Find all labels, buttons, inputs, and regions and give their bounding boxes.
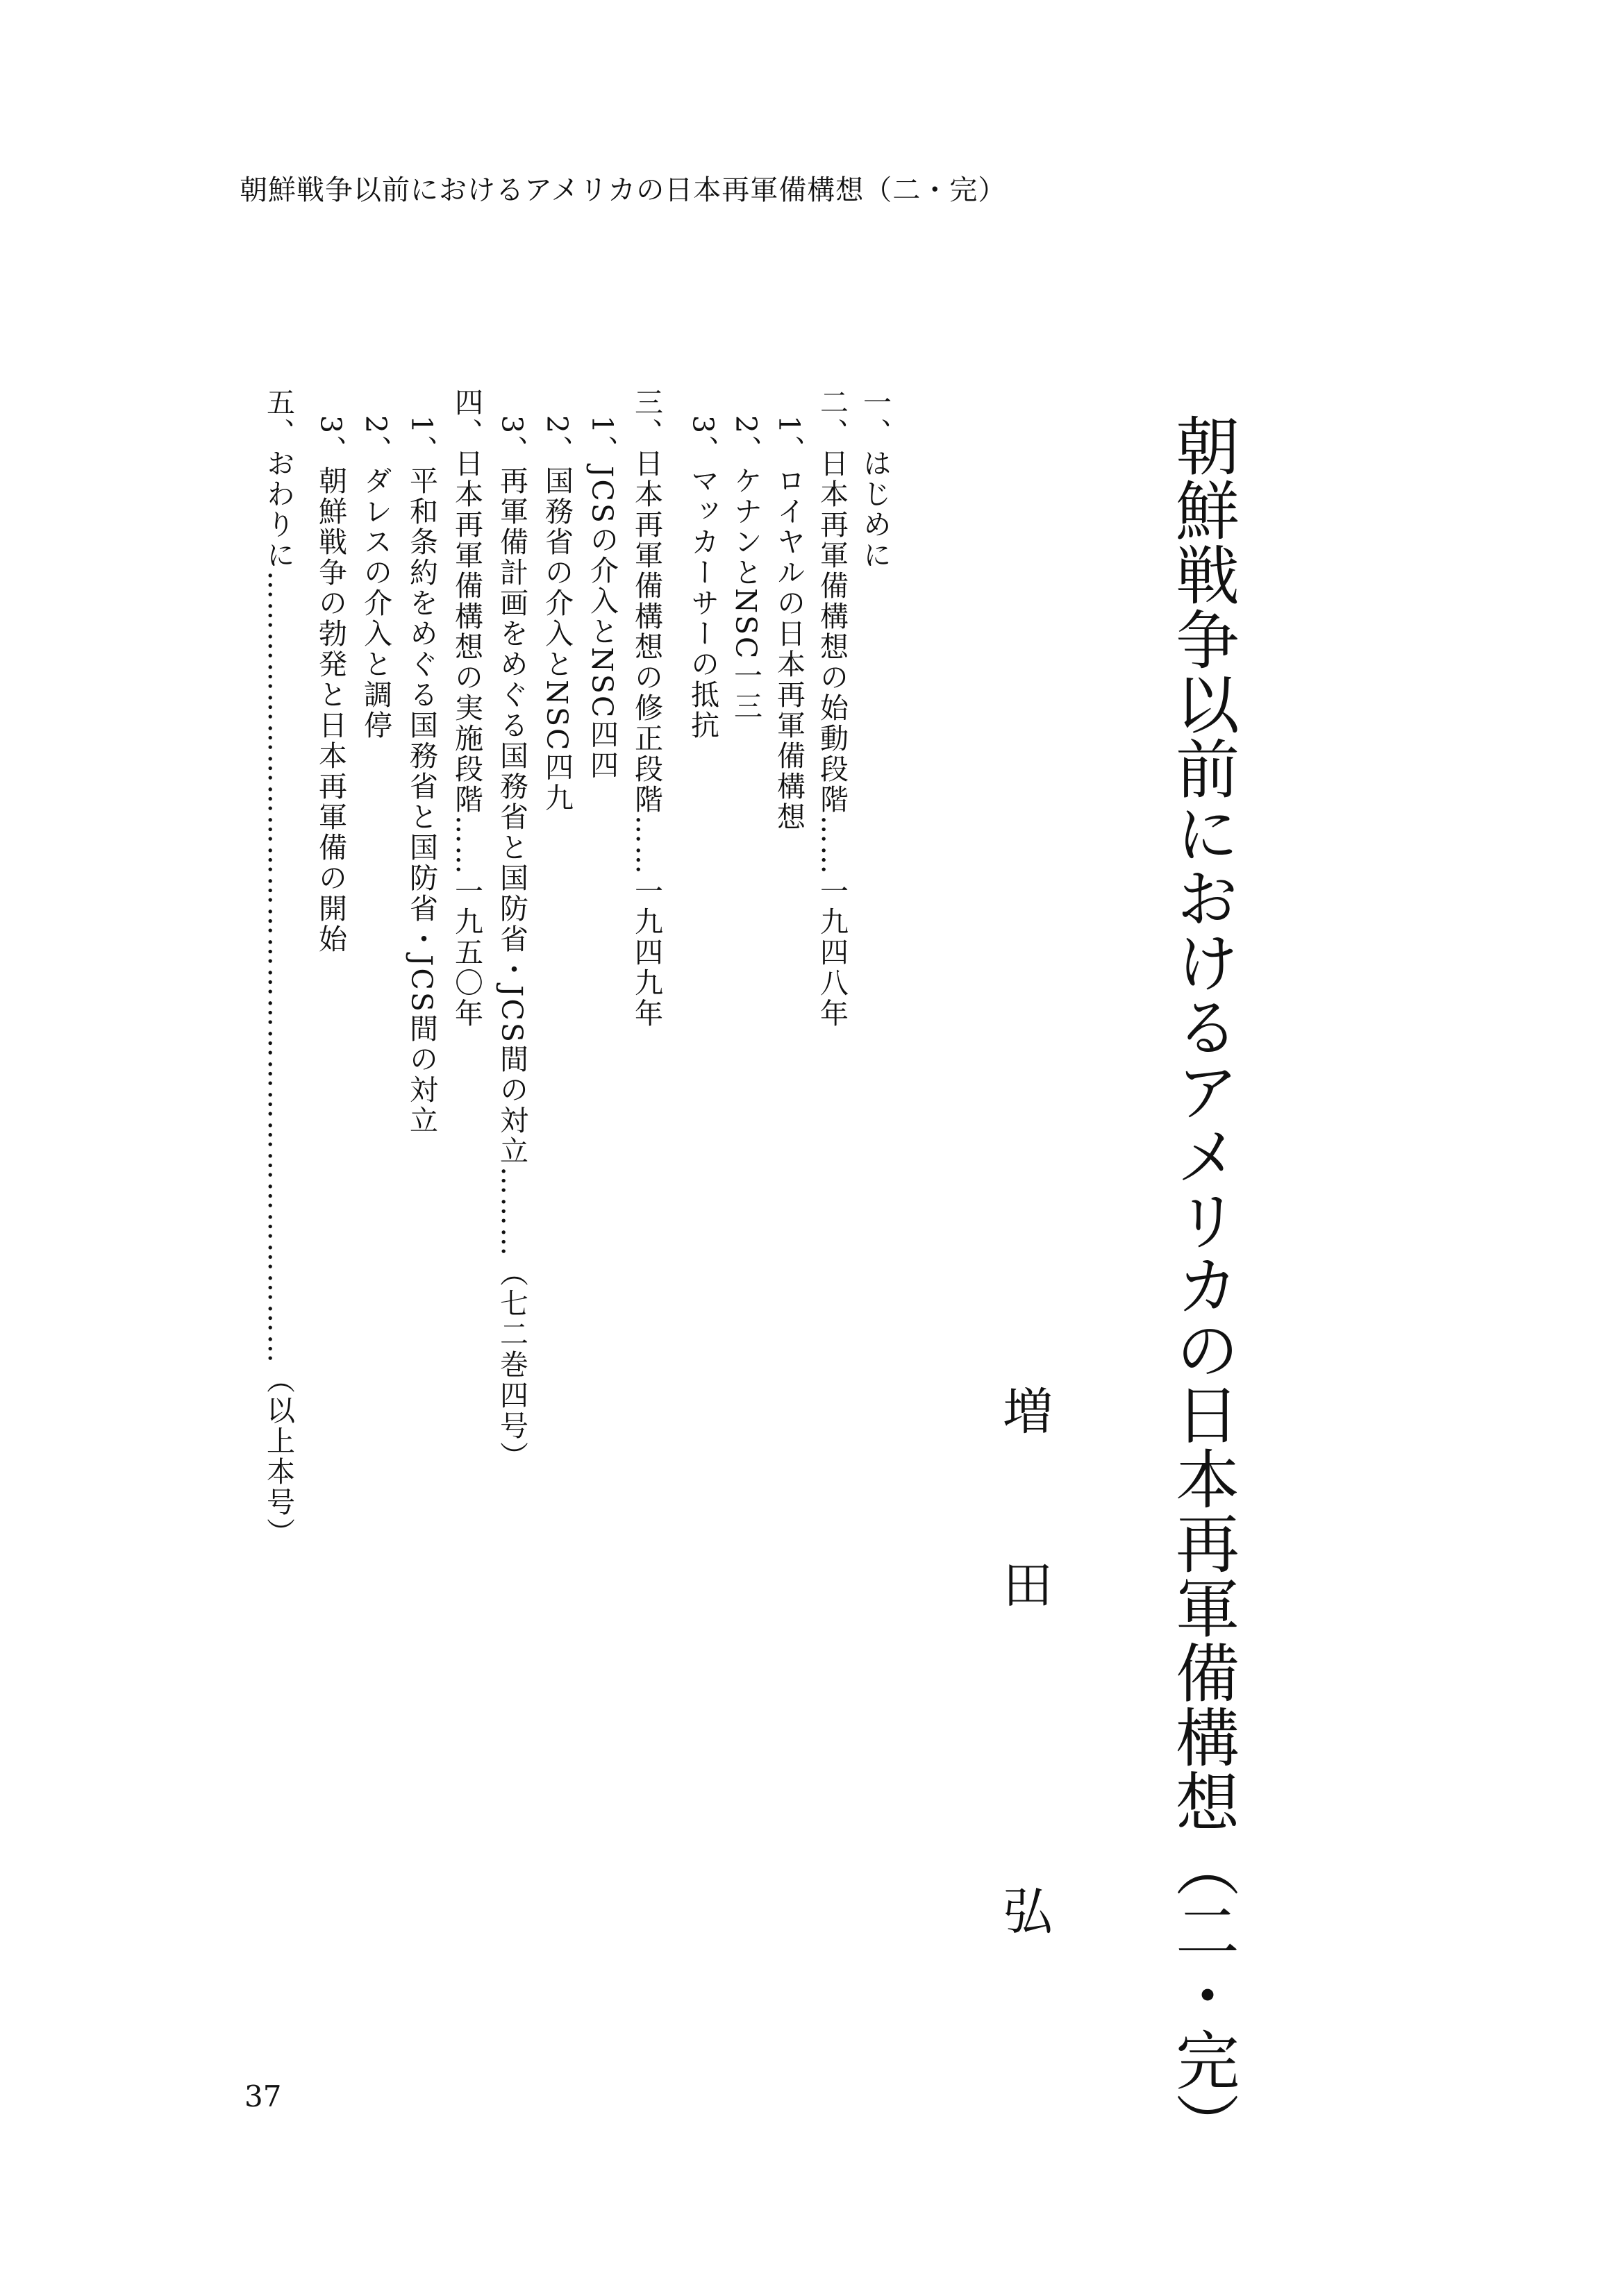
toc-item-section-3-2: 2、国務省の介入とNSC四九	[540, 415, 574, 814]
toc-item-section-3-1: 1、JCSの介入とNSC四四	[585, 415, 619, 781]
toc-item-section-2-1: 1、ロイヤルの日本再軍備構想	[772, 415, 806, 833]
author-name-char-3: 弘	[994, 1885, 1053, 1935]
toc-item-section-4: 四、日本再軍備構想の実施段階……一九五〇年	[450, 387, 483, 1029]
article-title: 朝鮮戦争以前におけるアメリカの日本再軍備構想（二・完）	[1165, 413, 1240, 2156]
toc-item-conclusion: 五、おわりに……………………………………………………………………（以上本号）	[262, 387, 295, 1548]
toc-item-section-4-2: 2、ダレスの介入と調停	[359, 415, 392, 741]
toc-item-section-2-2: 2、ケナンとNSC一三	[729, 415, 762, 722]
toc-item-section-3-3: 3、再軍備計画をめぐる国務省と国防省・JCS間の対立………（七二巻四号）	[495, 415, 528, 1472]
toc-item-section-4-3: 3、朝鮮戦争の勃発と日本再軍備の開始	[314, 415, 347, 955]
toc-item-section-4-1: 1、平和条約をめぐる国務省と国防省・JCS間の対立	[405, 415, 438, 1136]
toc-item-section-3: 三、日本再軍備構想の修正段階……一九四九年	[630, 387, 663, 1029]
author-name-char-1: 増	[994, 1385, 1053, 1435]
toc-item-section-2-3: 3、マッカーサーの抵抗	[686, 415, 719, 741]
page-number: 37	[244, 2079, 282, 2113]
toc-item-section-2: 二、日本再軍備構想の始動段階……一九四八年	[815, 387, 849, 1029]
running-header: 朝鮮戦争以前におけるアメリカの日本再軍備構想（二・完）	[240, 174, 1007, 206]
author-name-char-2: 田	[994, 1559, 1053, 1609]
toc-item-intro: 一、はじめに	[858, 387, 892, 571]
